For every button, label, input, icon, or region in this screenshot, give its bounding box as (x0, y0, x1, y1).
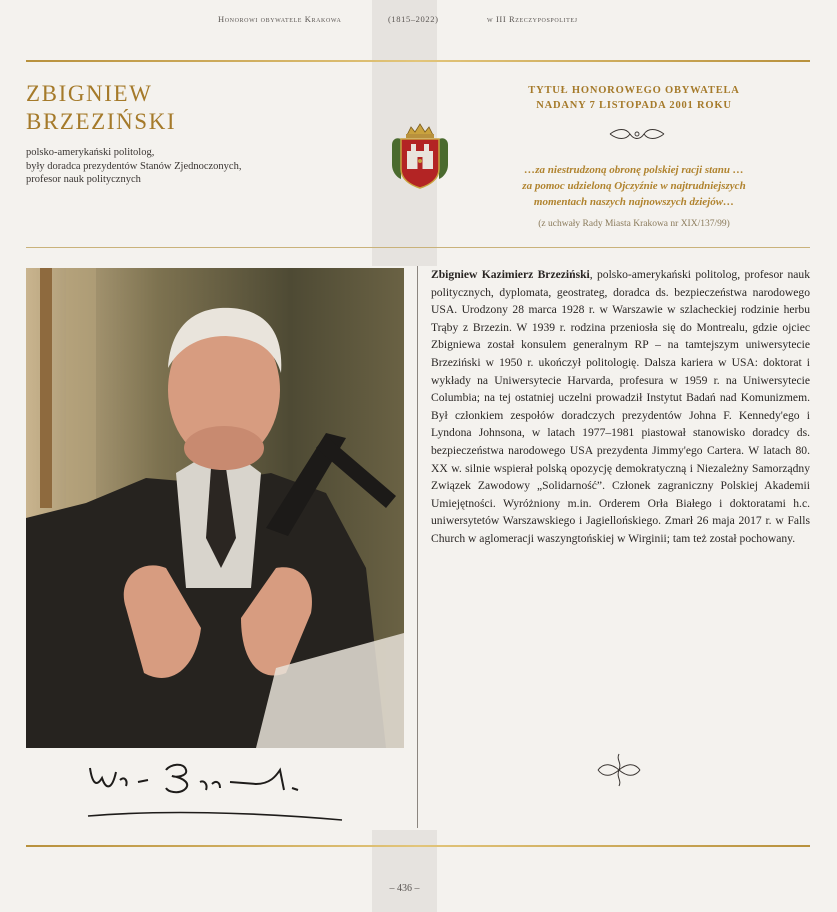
krakow-crest-icon (389, 121, 451, 191)
honor-title-line1: TYTUŁ HONOROWEGO OBYWATELA (528, 85, 740, 96)
description-line: profesor nauk politycznych (26, 174, 141, 185)
flourish-ornament-icon (608, 126, 666, 142)
top-gold-rule (26, 60, 810, 62)
running-header-left: Honorowi obywatele Krakowa (218, 14, 342, 24)
quote-line: za pomoc udzieloną Ojczyźnie w najtrudniejszych (522, 180, 746, 192)
portrait-photo (26, 268, 404, 748)
person-name-line1: ZBIGNIEW (26, 81, 153, 106)
biography-lead-name: Zbigniew Kazimierz Brzeziński (431, 268, 590, 281)
bottom-gold-rule (26, 845, 810, 847)
honor-title (470, 83, 798, 113)
biography-body: , polsko-amerykański politolog, profesor nauk politycznych, dyplomata, geostrateg, doradca ds. bezpieczeństwa narodowego USA. Urodzony 28 marca 1928 r. w Warszawie w szlacheckiej rodzinie herbu Trąby z Brzezin. W 1939 r. rodzina przeniosła się do Montrealu, gdzie ojciec Zbigniewa został konsulem generalnym RP – na tamtejszym uniwersytecie Brzeziński w 1950 r. ukończył politologię. Dalsza kariera w USA: doktorat i wykłady na Uniwersytecie Harvarda, profesura w 1959 r. na Uniwersytecie Columbia; na tej ostatniej uczelni prowadził Instytut Badań nad Komunizmem. Był członkiem zespołów doradczych prezydentów Johna F. Kennedy'ego i Lyndona Johnsona, w latach 1977–1981 piastował stanowisko doradcy ds. bezpieczeństwa narodowego USA prezydenta Jimmy'ego Cartera. W latach 80. XX w. silnie wspierał polską opozycję demokratyczną i Niezależny Samorządny Związek Zawodowy „Solidarność”. Członek zagraniczny Polskiej Akademii Umiejętności. Wyróżniony m.in. Orderem Orła Białego i doktoratami h.c. uniwersytetów Warszawskiego i Jagiellońskiego. Zmarł 26 maja 2017 r. w Falls Church w aglomeracji waszyngtońskiej w Wirginii; tam też został pochowany. (431, 268, 810, 545)
person-name (26, 80, 176, 136)
bottom-flourish-icon (594, 752, 644, 788)
honor-title-line2: NADANY 7 LISTOPADA 2001 ROKU (536, 100, 732, 111)
handwritten-signature-image (80, 750, 370, 830)
honor-quote (470, 162, 798, 210)
quote-line: …za niestrudzoną obronę polskiej racji stanu … (524, 164, 744, 176)
description-line: polsko-amerykański politolog, (26, 147, 155, 158)
page-number: – 436 – (389, 883, 420, 894)
person-description (26, 146, 366, 187)
column-divider (417, 266, 418, 828)
person-name-line2: BRZEZIŃSKI (26, 109, 177, 134)
running-header-center: (1815–2022) (388, 14, 439, 24)
description-line: były doradca prezydentów Stanów Zjednoczonych, (26, 160, 242, 172)
biography-text (431, 266, 810, 548)
quote-line: momentach naszych najnowszych dziejów… (533, 196, 735, 208)
running-header-right: w III Rzeczypospolitej (487, 14, 578, 24)
resolution-citation: (z uchwały Rady Miasta Krakowa nr XIX/137/99) (538, 219, 730, 229)
section-divider (26, 247, 810, 248)
